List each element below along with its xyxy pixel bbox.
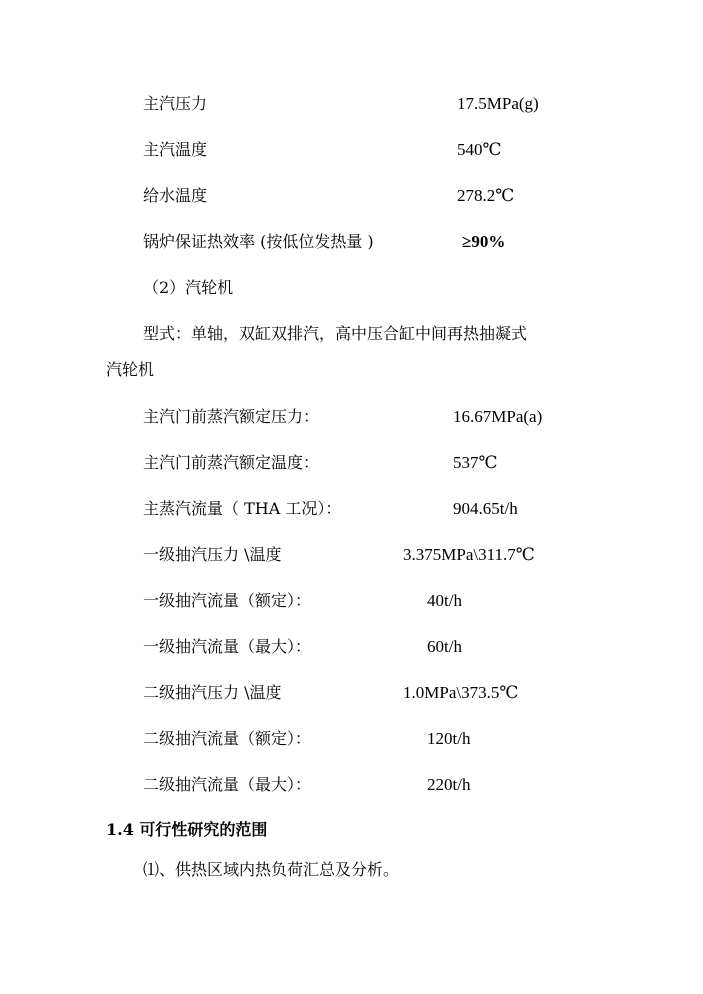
- param-value: 220t/h: [427, 775, 471, 794]
- param-value: 278.2℃: [457, 186, 515, 205]
- param-label: 锅炉保证热效率 (按低位发热量 ): [143, 232, 374, 251]
- param-label: 主汽压力: [143, 94, 208, 113]
- param-label: 二级抽汽流量（最大）：: [143, 775, 312, 794]
- param-label: 一级抽汽流量（最大）：: [143, 637, 312, 656]
- param-label: 主汽温度: [143, 140, 208, 159]
- param-label: 主汽门前蒸汽额定温度：: [143, 453, 320, 472]
- param-value: 3.375MPa\311.7℃: [403, 545, 535, 564]
- subsection-heading: （2）汽轮机: [143, 278, 234, 297]
- param-value: ≥90%: [462, 232, 506, 251]
- section-heading: 1.4 可行性研究的范围: [106, 820, 268, 839]
- param-value: 1.0MPa\373.5℃: [403, 683, 519, 702]
- param-label: 一级抽汽压力 \温度: [143, 545, 282, 564]
- param-value: 17.5MPa(g): [457, 94, 539, 113]
- param-value: 540℃: [457, 140, 502, 159]
- param-label: 主汽门前蒸汽额定压力：: [143, 407, 320, 426]
- param-label: 二级抽汽流量（额定）：: [143, 729, 312, 748]
- param-value: 120t/h: [427, 729, 471, 748]
- param-value: 40t/h: [427, 591, 462, 610]
- turbine-type-text-cont: 汽轮机: [106, 360, 155, 379]
- param-label: 一级抽汽流量（额定）：: [143, 591, 312, 610]
- section-list-item: ⑴、供热区域内热负荷汇总及分析。: [143, 860, 400, 879]
- param-value: 60t/h: [427, 637, 462, 656]
- param-value: 537℃: [453, 453, 498, 472]
- param-label: 给水温度: [143, 186, 208, 205]
- turbine-type-text: 型式：单轴，双缸双排汽，高中压合缸中间再热抽凝式: [143, 324, 528, 343]
- param-label: 二级抽汽压力 \温度: [143, 683, 282, 702]
- param-label: 主蒸汽流量（ THA 工况）：: [143, 499, 342, 518]
- param-value: 904.65t/h: [453, 499, 518, 518]
- param-value: 16.67MPa(a): [453, 407, 543, 426]
